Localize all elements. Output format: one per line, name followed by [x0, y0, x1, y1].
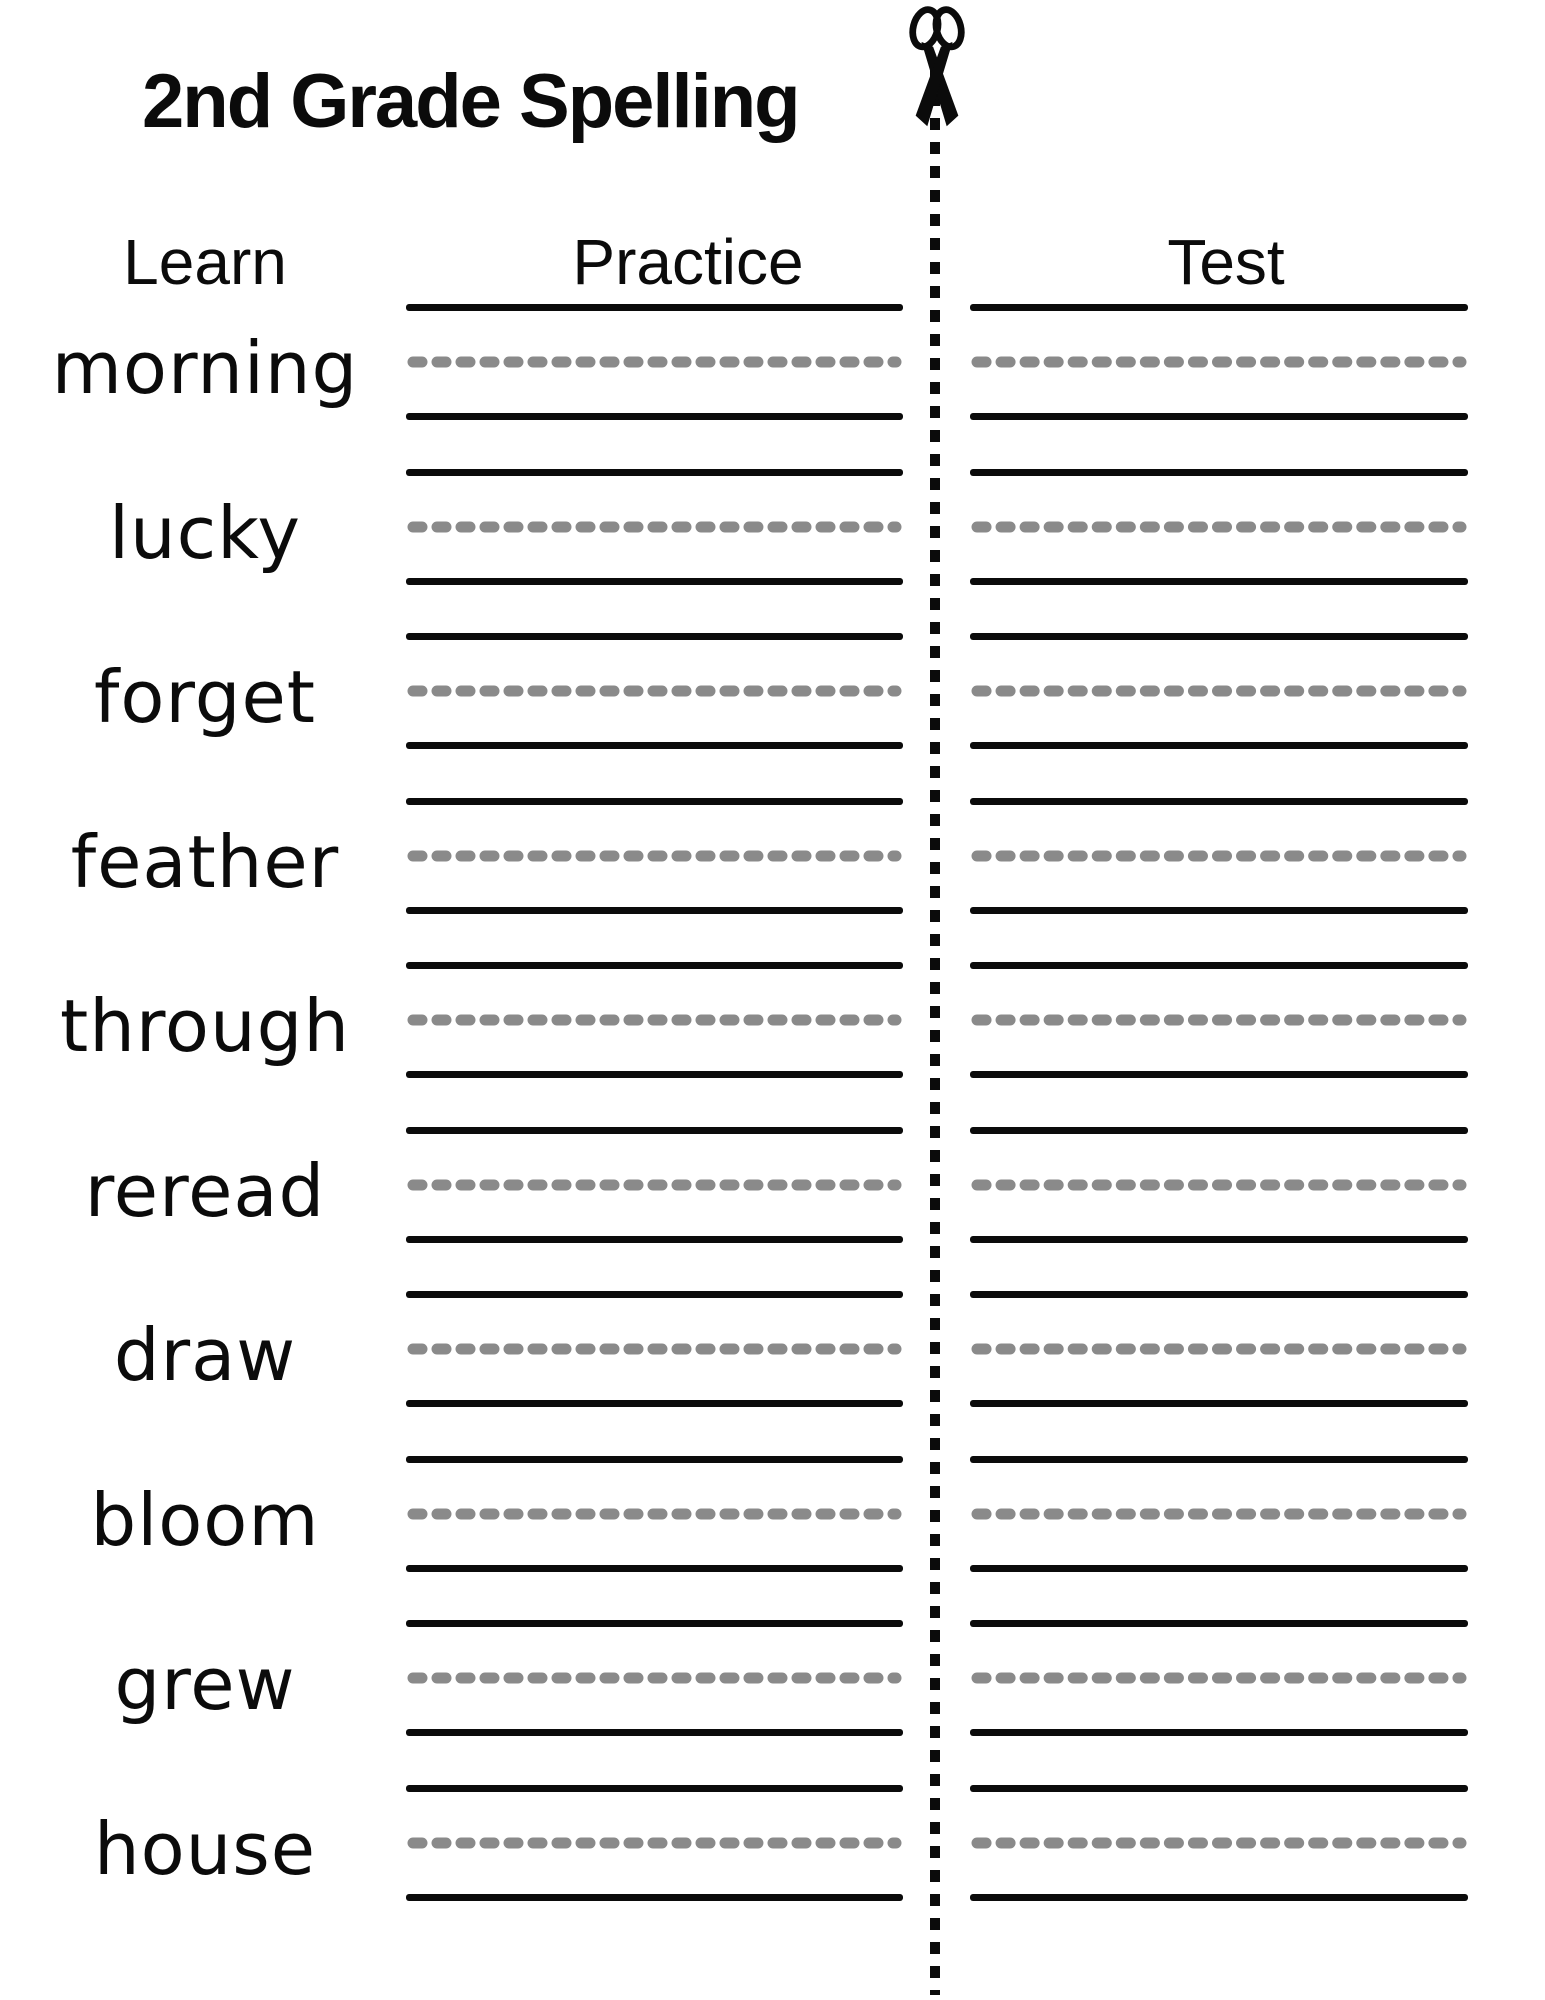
- word-row: [0, 1456, 1545, 1621]
- column-header-practice: Practice: [572, 226, 804, 298]
- column-header-learn: Learn: [123, 226, 287, 298]
- practice-writing-lines: [406, 798, 903, 963]
- writing-line-bottom: [970, 1236, 1468, 1243]
- practice-writing-lines: [406, 633, 903, 798]
- writing-line-bottom: [406, 1236, 903, 1243]
- writing-line-dashed-midline: [406, 1508, 903, 1520]
- writing-line-bottom: [970, 1400, 1468, 1407]
- word-row: [0, 469, 1545, 634]
- test-writing-lines: [970, 304, 1468, 469]
- writing-line-bottom: [970, 1894, 1468, 1901]
- writing-line-bottom: [406, 413, 903, 420]
- test-writing-lines: [970, 469, 1468, 634]
- writing-line-bottom: [406, 742, 903, 749]
- writing-line-top: [406, 798, 903, 805]
- writing-line-dashed-midline: [406, 1837, 903, 1849]
- word-row: [0, 798, 1545, 963]
- writing-line-top: [970, 304, 1468, 311]
- word-row: [0, 304, 1545, 469]
- writing-line-dashed-midline: [406, 521, 903, 533]
- writing-line-dashed-midline: [406, 1014, 903, 1026]
- writing-line-top: [406, 633, 903, 640]
- spelling-word: bloom: [90, 1477, 320, 1562]
- practice-writing-lines: [406, 1456, 903, 1621]
- dotted-cut-line: [930, 70, 940, 1995]
- test-writing-lines: [970, 633, 1468, 798]
- spelling-word: lucky: [109, 490, 301, 575]
- writing-line-dashed-midline: [970, 1508, 1468, 1520]
- test-writing-lines: [970, 1620, 1468, 1785]
- test-writing-lines: [970, 798, 1468, 963]
- writing-line-bottom: [406, 1894, 903, 1901]
- writing-line-bottom: [970, 907, 1468, 914]
- word-rows: [0, 304, 1545, 1949]
- practice-writing-lines: [406, 469, 903, 634]
- writing-line-dashed-midline: [406, 1672, 903, 1684]
- test-writing-lines: [970, 1291, 1468, 1456]
- writing-line-dashed-midline: [970, 1343, 1468, 1355]
- spelling-word: through: [60, 984, 350, 1068]
- column-header-test: Test: [1167, 226, 1285, 298]
- writing-line-top: [406, 962, 903, 969]
- writing-line-top: [406, 1291, 903, 1298]
- writing-line-bottom: [970, 413, 1468, 420]
- practice-writing-lines: [406, 304, 903, 469]
- practice-writing-lines: [406, 962, 903, 1127]
- writing-line-top: [970, 798, 1468, 805]
- writing-line-top: [406, 469, 903, 476]
- writing-line-top: [970, 1620, 1468, 1627]
- writing-line-top: [406, 304, 903, 311]
- writing-line-dashed-midline: [406, 1343, 903, 1355]
- writing-line-bottom: [406, 907, 903, 914]
- writing-line-bottom: [406, 1565, 903, 1572]
- writing-line-dashed-midline: [970, 521, 1468, 533]
- writing-line-top: [970, 1785, 1468, 1792]
- spelling-word: feather: [70, 819, 340, 904]
- practice-writing-lines: [406, 1785, 903, 1950]
- test-writing-lines: [970, 1456, 1468, 1621]
- spelling-word: draw: [113, 1313, 297, 1397]
- writing-line-bottom: [406, 1071, 903, 1078]
- word-row: [0, 962, 1545, 1127]
- spelling-word: house: [93, 1806, 317, 1891]
- spelling-word: grew: [114, 1642, 296, 1726]
- word-row: [0, 1291, 1545, 1456]
- word-row: [0, 1620, 1545, 1785]
- word-row: [0, 633, 1545, 798]
- writing-line-bottom: [970, 1565, 1468, 1572]
- writing-line-dashed-midline: [970, 356, 1468, 368]
- writing-line-bottom: [406, 1400, 903, 1407]
- writing-line-dashed-midline: [970, 1014, 1468, 1026]
- writing-line-dashed-midline: [970, 1837, 1468, 1849]
- writing-line-bottom: [970, 578, 1468, 585]
- writing-line-bottom: [406, 578, 903, 585]
- practice-writing-lines: [406, 1291, 903, 1456]
- writing-line-dashed-midline: [970, 685, 1468, 697]
- test-writing-lines: [970, 962, 1468, 1127]
- writing-line-dashed-midline: [406, 1179, 903, 1191]
- page-title: 2nd Grade Spelling: [142, 59, 799, 144]
- writing-line-top: [970, 1291, 1468, 1298]
- writing-line-dashed-midline: [406, 685, 903, 697]
- writing-line-bottom: [970, 1071, 1468, 1078]
- writing-line-bottom: [406, 1729, 903, 1736]
- spelling-word: morning: [51, 326, 359, 410]
- writing-line-dashed-midline: [406, 356, 903, 368]
- test-writing-lines: [970, 1785, 1468, 1950]
- word-row: [0, 1785, 1545, 1950]
- practice-writing-lines: [406, 1127, 903, 1292]
- spelling-word: reread: [84, 1148, 326, 1233]
- writing-line-top: [970, 633, 1468, 640]
- writing-line-top: [970, 469, 1468, 476]
- writing-line-top: [970, 962, 1468, 969]
- writing-line-top: [406, 1456, 903, 1463]
- scissors-icon: [906, 4, 968, 136]
- writing-line-dashed-midline: [406, 850, 903, 862]
- spelling-word: forget: [94, 655, 316, 739]
- practice-writing-lines: [406, 1620, 903, 1785]
- writing-line-top: [970, 1456, 1468, 1463]
- writing-line-top: [406, 1620, 903, 1627]
- writing-line-dashed-midline: [970, 850, 1468, 862]
- writing-line-top: [970, 1127, 1468, 1134]
- word-row: [0, 1127, 1545, 1292]
- writing-line-dashed-midline: [970, 1672, 1468, 1684]
- writing-line-top: [406, 1785, 903, 1792]
- test-writing-lines: [970, 1127, 1468, 1292]
- writing-line-bottom: [970, 1729, 1468, 1736]
- writing-line-bottom: [970, 742, 1468, 749]
- writing-line-dashed-midline: [970, 1179, 1468, 1191]
- writing-line-top: [406, 1127, 903, 1134]
